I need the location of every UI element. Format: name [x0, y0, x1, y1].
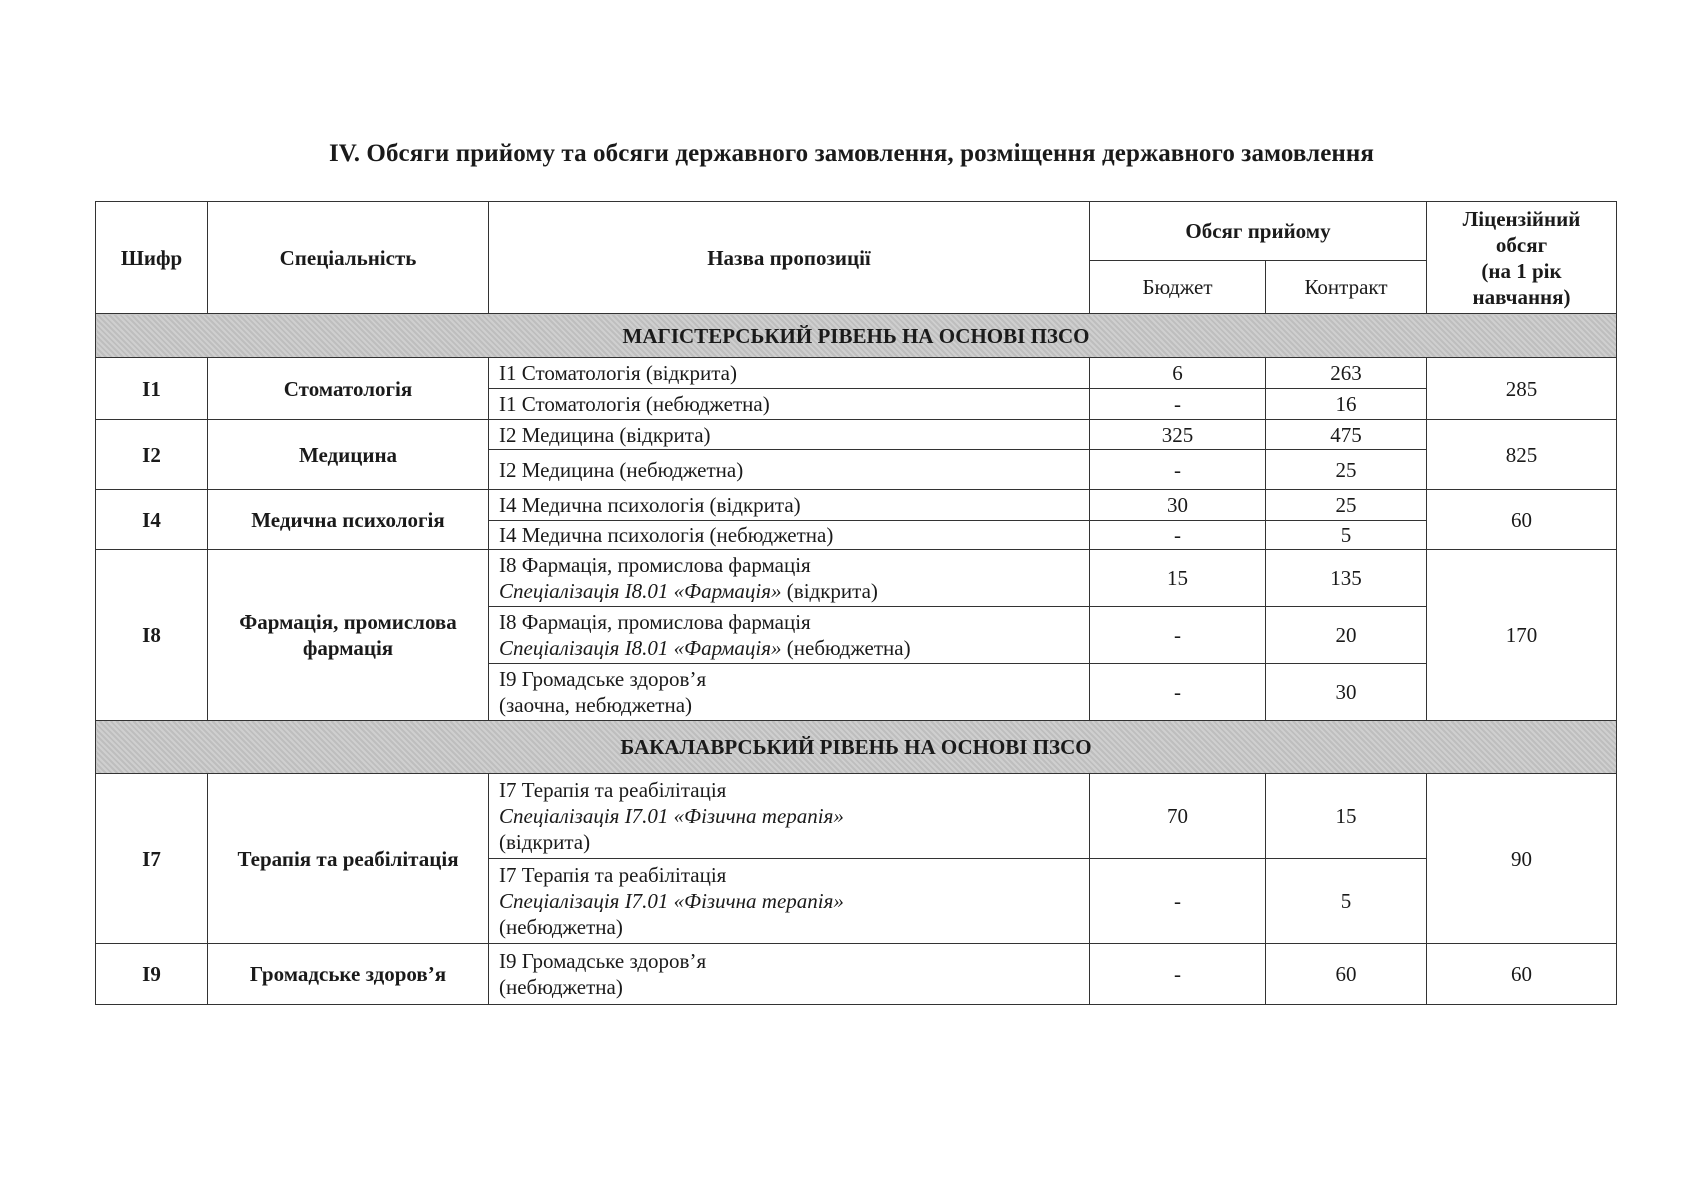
offer-name-line: I8 Фармація, промислова фармація	[499, 553, 811, 577]
specialty-cell: Стоматологія	[208, 358, 489, 420]
license-cell: 285	[1427, 358, 1617, 420]
offer-type-line: (небюджетна)	[499, 915, 623, 939]
offer-name-cell	[489, 774, 1090, 859]
section-label: МАГІСТЕРСЬКИЙ РІВЕНЬ НА ОСНОВІ ПЗСО	[96, 314, 1617, 358]
section-row-bachelor	[96, 721, 1617, 774]
specialty-cell: Терапія та реабілітація	[208, 774, 489, 944]
offer-name-cell	[489, 607, 1090, 664]
offer-name-cell	[489, 859, 1090, 944]
header-contract: Контракт	[1266, 261, 1427, 314]
contract-cell: 25	[1266, 490, 1427, 521]
offer-type-line: (відкрита)	[499, 830, 591, 854]
header-code: Шифр	[96, 202, 208, 314]
offer-name-cell	[489, 664, 1090, 721]
budget-cell: -	[1090, 859, 1266, 944]
license-cell: 825	[1427, 420, 1617, 490]
contract-cell: 475	[1266, 420, 1427, 450]
offer-name-cell	[489, 944, 1090, 1005]
contract-cell: 60	[1266, 944, 1427, 1005]
specialization-text: Спеціалізація I8.01 «Фармація»	[499, 579, 782, 603]
offer-spec-line	[499, 578, 1079, 604]
header-license-l4: навчання)	[1472, 284, 1571, 309]
specialization-text: Спеціалізація I7.01 «Фізична терапія»	[499, 889, 844, 913]
specialty-cell: Медична психологія	[208, 490, 489, 550]
code-cell: I8	[96, 550, 208, 721]
contract-cell: 20	[1266, 607, 1427, 664]
offer-type-text: (відкрита)	[781, 579, 878, 603]
header-specialty: Спеціальність	[208, 202, 489, 314]
header-license-l3: (на 1 рік	[1481, 258, 1562, 283]
budget-cell: -	[1090, 607, 1266, 664]
contract-cell: 263	[1266, 358, 1427, 389]
code-cell: I1	[96, 358, 208, 420]
license-cell: 60	[1427, 490, 1617, 550]
specialization-text: Спеціалізація I7.01 «Фізична терапія»	[499, 804, 844, 828]
section-label: БАКАЛАВРСЬКИЙ РІВЕНЬ НА ОСНОВІ ПЗСО	[96, 721, 1617, 774]
specialty-cell: Громадське здоров’я	[208, 944, 489, 1005]
header-offer-name: Назва пропозиції	[489, 202, 1090, 314]
contract-cell: 25	[1266, 450, 1427, 490]
table-row	[96, 944, 1617, 1005]
specialty-line: Фармація, промислова	[239, 610, 457, 634]
contract-cell: 15	[1266, 774, 1427, 859]
header-license-l1: Ліцензійний	[1462, 206, 1581, 231]
offer-name-line: I9 Громадське здоров’я	[499, 949, 707, 973]
offer-type-line: (небюджетна)	[499, 975, 623, 999]
offer-type-line: (заочна, небюджетна)	[499, 693, 693, 717]
budget-cell: -	[1090, 944, 1266, 1005]
offer-type-text: (небюджетна)	[781, 636, 911, 660]
budget-cell: -	[1090, 664, 1266, 721]
header-budget: Бюджет	[1090, 261, 1266, 314]
offer-name-cell: I2 Медицина (відкрита)	[489, 420, 1090, 450]
header-row	[96, 202, 1617, 261]
code-cell: I4	[96, 490, 208, 550]
budget-cell: -	[1090, 521, 1266, 550]
offer-name-cell	[489, 550, 1090, 607]
contract-cell: 135	[1266, 550, 1427, 607]
specialty-cell: Медицина	[208, 420, 489, 490]
contract-cell: 30	[1266, 664, 1427, 721]
offer-name-cell: I1 Стоматологія (небюджетна)	[489, 389, 1090, 420]
offer-name-cell: I2 Медицина (небюджетна)	[489, 450, 1090, 490]
specialty-cell	[208, 550, 489, 721]
code-cell: I9	[96, 944, 208, 1005]
specialization-text: Спеціалізація I8.01 «Фармація»	[499, 636, 782, 660]
contract-cell: 16	[1266, 389, 1427, 420]
table-row	[96, 774, 1617, 859]
header-license	[1427, 202, 1617, 314]
budget-cell: 6	[1090, 358, 1266, 389]
header-admission: Обсяг прийому	[1090, 202, 1427, 261]
budget-cell: -	[1090, 389, 1266, 420]
budget-cell: -	[1090, 450, 1266, 490]
offer-spec-line	[499, 635, 1079, 661]
budget-cell: 325	[1090, 420, 1266, 450]
budget-cell: 30	[1090, 490, 1266, 521]
table-row	[96, 550, 1617, 607]
section-row-master	[96, 314, 1617, 358]
offer-name-line: I9 Громадське здоров’я	[499, 667, 707, 691]
specialty-line: фармація	[302, 636, 394, 660]
offer-name-line: I7 Терапія та реабілітація	[499, 778, 727, 802]
offer-name-line: I7 Терапія та реабілітація	[499, 863, 727, 887]
license-cell: 90	[1427, 774, 1617, 944]
header-license-l2: обсяг	[1495, 232, 1548, 257]
table-row	[96, 358, 1617, 389]
table-row	[96, 420, 1617, 450]
table-row	[96, 490, 1617, 521]
admission-table	[95, 201, 1617, 1005]
budget-cell: 15	[1090, 550, 1266, 607]
code-cell: I2	[96, 420, 208, 490]
contract-cell: 5	[1266, 859, 1427, 944]
contract-cell: 5	[1266, 521, 1427, 550]
code-cell: I7	[96, 774, 208, 944]
license-cell: 170	[1427, 550, 1617, 721]
document-title: IV. Обсяги прийому та обсяги державного замовлення, розміщення державного замовлення	[328, 140, 1375, 167]
budget-cell: 70	[1090, 774, 1266, 859]
offer-name-line: I8 Фармація, промислова фармація	[499, 610, 811, 634]
offer-name-cell: I1 Стоматологія (відкрита)	[489, 358, 1090, 389]
offer-name-cell: I4 Медична психологія (небюджетна)	[489, 521, 1090, 550]
offer-name-cell: I4 Медична психологія (відкрита)	[489, 490, 1090, 521]
license-cell: 60	[1427, 944, 1617, 1005]
